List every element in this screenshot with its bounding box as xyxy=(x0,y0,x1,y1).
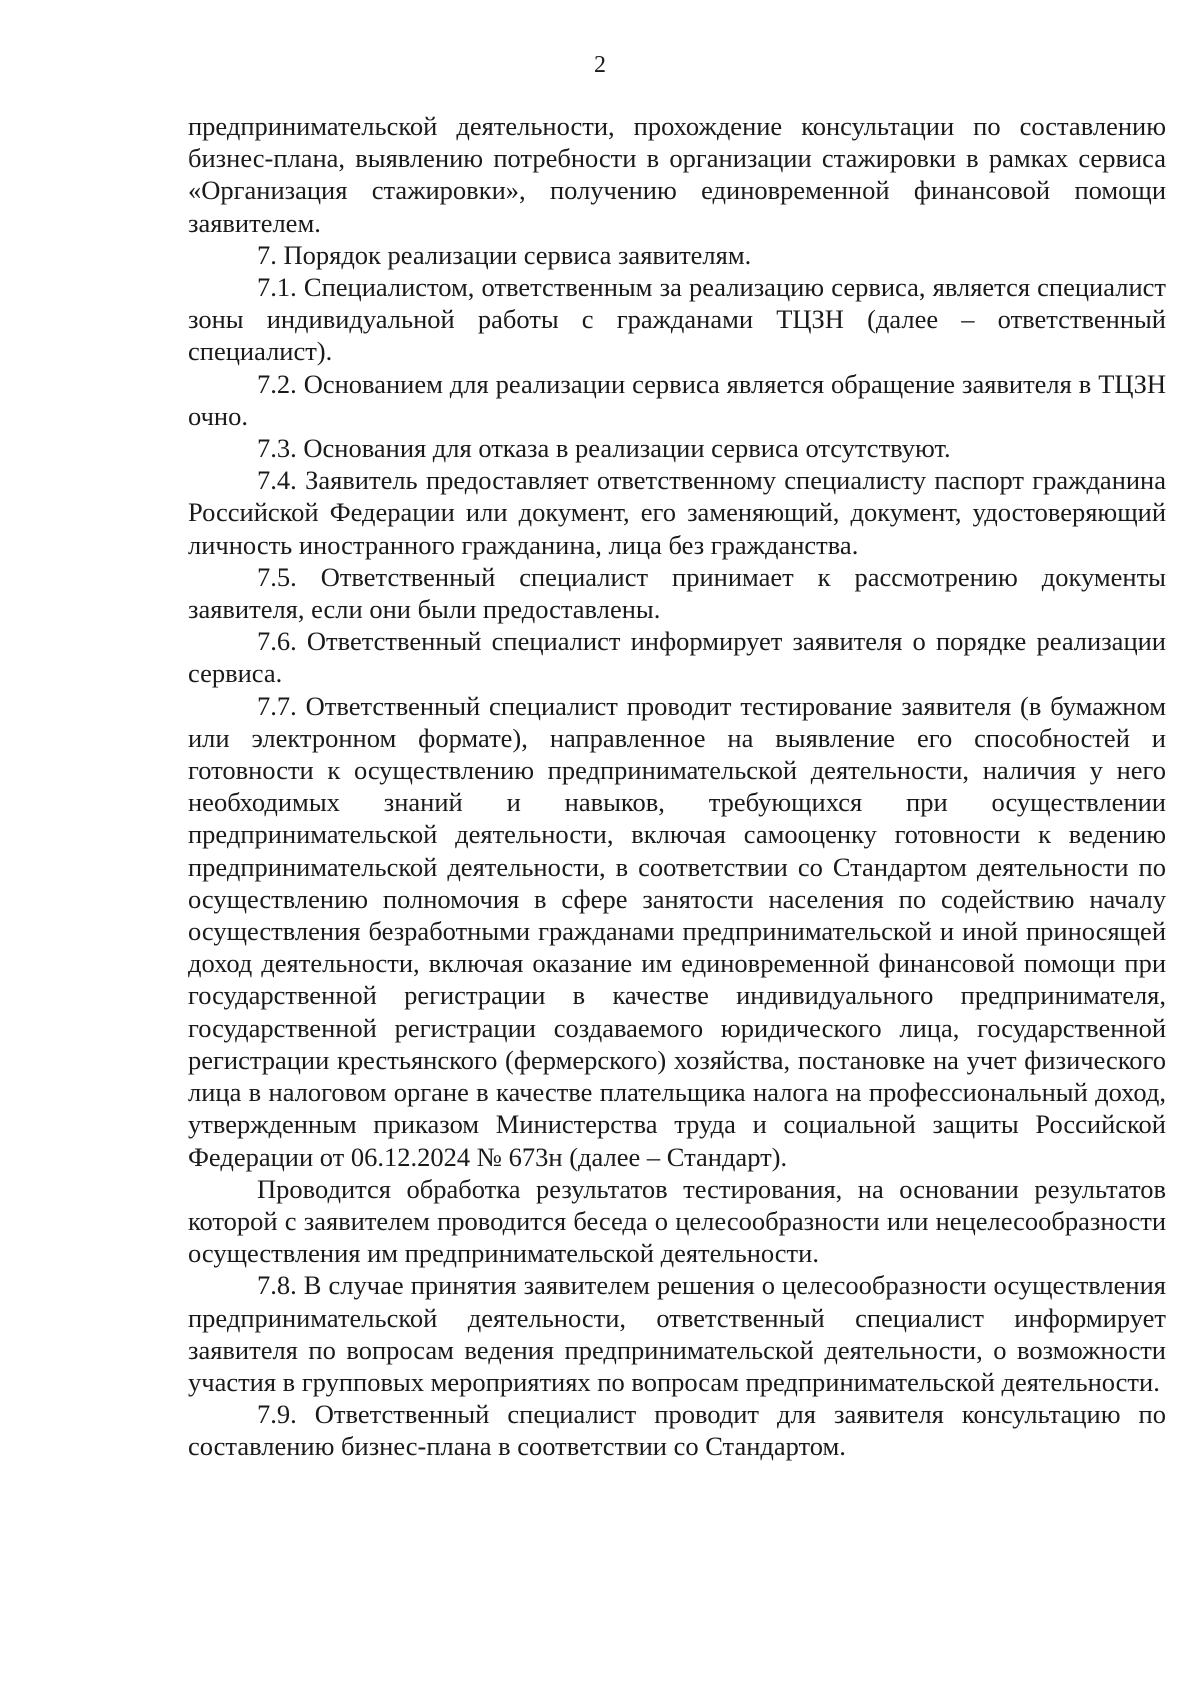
paragraph-7-3: 7.3. Основания для отказа в реализации сервиса отсутствуют. xyxy=(257,433,951,464)
paragraph-7-1: 7.1. Специалистом, ответственным за реализацию сервиса, является специалист зоны индивидуальной работы с гражданами ТЦЗН (далее – ответственный специалист). xyxy=(188,272,1166,367)
document-body xyxy=(188,110,1166,1463)
paragraph-7-5: 7.5. Ответственный специалист принимает к рассмотрению документы заявителя, если они были предоставлены. xyxy=(188,561,1166,625)
paragraph-7-4: 7.4. Заявитель предоставляет ответственному специалисту паспорт гражданина Российской Федерации или документ, его заменяющий, документ, удостоверяющий личность иностранного гражданина, лица без гражданства. xyxy=(188,465,1166,560)
paragraph-7-6: 7.6. Ответственный специалист информирует заявителя о порядке реализации сервиса. xyxy=(188,626,1166,689)
paragraph-7-9: 7.9. Ответственный специалист проводит для заявителя консультацию по составлению бизнес-плана в соответствии со Стандартом. xyxy=(188,1399,1166,1462)
paragraph-continuation: предпринимательской деятельности, прохождение консультации по составлению бизнес-плана, выявлению потребности в организации стажировки в рамках сервиса «Организация стажировки», получению единовременной финансовой помощи заявителем. xyxy=(188,111,1166,238)
paragraph-7-2: 7.2. Основанием для реализации сервиса является обращение заявителя в ТЦЗН очно. xyxy=(188,368,1166,431)
paragraph-7-7: 7.7. Ответственный специалист проводит тестирование заявителя (в бумажном или электронном формате), направленное на выявление его способностей и готовности к осуществлению предпринимательской деятельности, наличия у него необходимых знаний и навыков, требующихся при осуществлении предпринимательской деятельности, включая самооценку готовности к ведению предпринимательской деятельности, в соответствии со Стандартом деятельности по осуществлению полномочия в сфере занятости населения по содействию началу осуществления безработными гражданами предпринимательской и иной приносящей доход деятельности, включая оказание им единовременной финансовой помощи при государственной регистрации в качестве индивидуального предпринимателя, государственной регистрации создаваемого юридического лица, государственной регистрации крестьянского (фермерского) хозяйства, постановке на учет физического лица в налоговом органе в качестве плательщика налога на профессиональный доход, утвержденным приказом Министерства труда и социальной защиты Российской Федерации от 06.12.2024 № 673н (далее – Стандарт). xyxy=(188,690,1166,1172)
page-number: 2 xyxy=(594,52,606,78)
paragraph-section-7: 7. Порядок реализации сервиса заявителям. xyxy=(257,239,752,270)
paragraph-7-7-continued: Проводится обработка результатов тестирования, на основании результатов которой с заявителем проводится беседа о целесообразности или нецелесообразности осуществления им предпринимательской деятельности. xyxy=(188,1173,1166,1269)
paragraph-7-8: 7.8. В случае принятия заявителем решения о целесообразности осуществления предпринимательской деятельности, ответственный специалист информирует заявителя по вопросам ведения предпринимательской деятельности, о возможности участия в групповых мероприятиях по вопросам предпринимательской деятельности. xyxy=(188,1270,1166,1397)
